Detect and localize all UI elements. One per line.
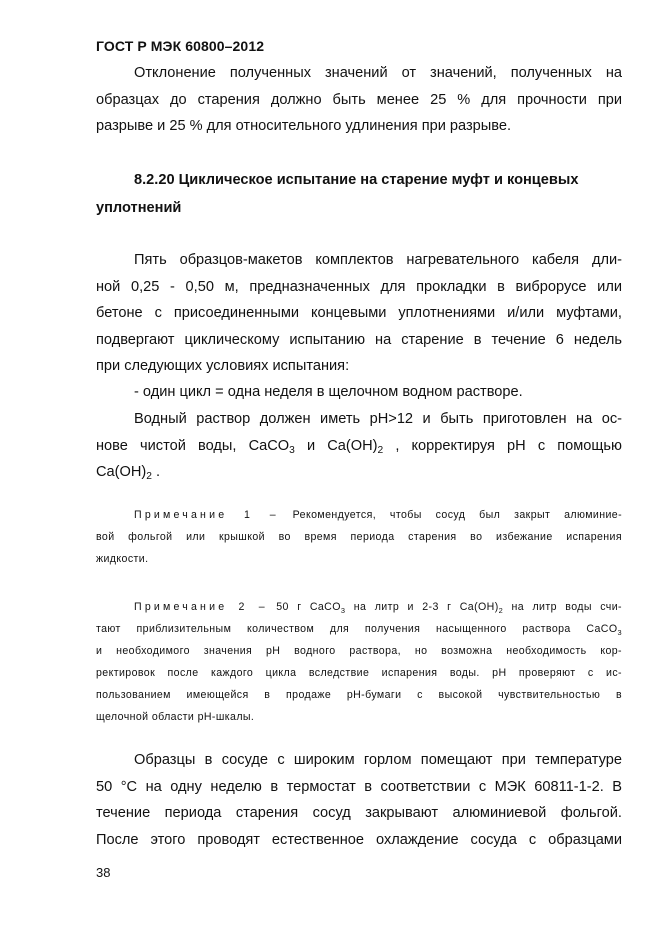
paragraph-samples-vessel bbox=[96, 747, 622, 853]
note-line: щелочной области pH-шкалы. bbox=[96, 711, 255, 723]
paragraph-cycle bbox=[96, 379, 622, 406]
paragraph-line: течение периода старения сосуд закрывают алюминиевой фольгой. bbox=[96, 805, 622, 821]
note-line: жидкости. bbox=[96, 553, 149, 565]
paragraph-line: Отклонение полученных значений от значений, полученных на bbox=[134, 65, 622, 81]
note-line: тают приблизительным количеством для получения насыщенного раствора CaCO$_3$ bbox=[96, 623, 622, 637]
note-line: и необходимого значения pH водного раствора, но возможна необходимость кор- bbox=[96, 645, 622, 657]
paragraph-line: - один цикл = одна неделя в щелочном водном растворе. bbox=[134, 384, 523, 400]
note-label: Примечание 2 – bbox=[134, 601, 268, 613]
paragraph-line: подвергают циклическому испытанию на старение в течение 6 недель bbox=[96, 331, 622, 348]
document-header: ГОСТ Р МЭК 60800–2012 bbox=[96, 38, 265, 54]
paragraph-line: при следующих условиях испытания: bbox=[96, 358, 350, 374]
paragraph-solution bbox=[96, 406, 622, 486]
page-number: 38 bbox=[96, 865, 111, 880]
note-line: вой фольгой или крышкой во время периода старения во избежание испарения bbox=[96, 531, 622, 543]
note-line: ректировок после каждого цикла вследствие испарения воды. pH проверяют с ис- bbox=[96, 667, 622, 679]
paragraph-samples bbox=[96, 247, 622, 380]
section-heading-line: 8.2.20 Циклическое испытание на старение муфт и концевых bbox=[134, 172, 579, 188]
paragraph-line: После этого проводят естественное охлаждение сосуда с образцами bbox=[96, 831, 622, 848]
section-heading bbox=[96, 166, 622, 222]
paragraph-line: Водный раствор должен иметь pH>12 и быть приготовлен на ос- bbox=[134, 411, 622, 427]
section-heading-line: уплотнений bbox=[96, 200, 182, 216]
paragraph-line: $Ca(OH)_2$ . bbox=[96, 464, 161, 482]
paragraph-line: нове чистой воды, CaCO$_3$ и $Ca(OH)_2$ , корректируя pH с помощью bbox=[96, 437, 622, 456]
note-1 bbox=[96, 504, 622, 570]
paragraph-deviation bbox=[96, 60, 622, 140]
paragraph-line: ной 0,25 - 0,50 м, предназначенных для прокладки в виброрусе или bbox=[96, 278, 622, 295]
paragraph-line: 50 °С на одну неделю в термостат в соответствии с МЭК 60811-1-2. В bbox=[96, 778, 622, 795]
note-line: Примечание 1 – Рекомендуется, чтобы сосуд был закрыт алюминие- bbox=[134, 509, 622, 521]
note-label: Примечание 1 – bbox=[134, 509, 279, 521]
note-line: пользованием имеющейся в продаже pH-бумаги с высокой чувствительностью в bbox=[96, 689, 622, 701]
paragraph-line: Образцы в сосуде с широким горлом помещают при температуре bbox=[134, 752, 622, 768]
paragraph-line: Пять образцов-макетов комплектов нагревательного кабеля дли- bbox=[134, 252, 622, 268]
note-2 bbox=[96, 596, 622, 728]
note-line: Примечание 2 – 50 г CaCO$_3$ на литр и 2-3 г $Ca(OH)_2$ на литр воды счи- bbox=[134, 601, 622, 615]
paragraph-line: бетоне с присоединенными концевыми уплотнениями и/или муфтами, bbox=[96, 305, 622, 321]
paragraph-line: образцах до старения должно быть менее 25 % для прочности при bbox=[96, 91, 622, 108]
paragraph-line: разрыве и 25 % для относительного удлинения при разрыве. bbox=[96, 118, 512, 134]
